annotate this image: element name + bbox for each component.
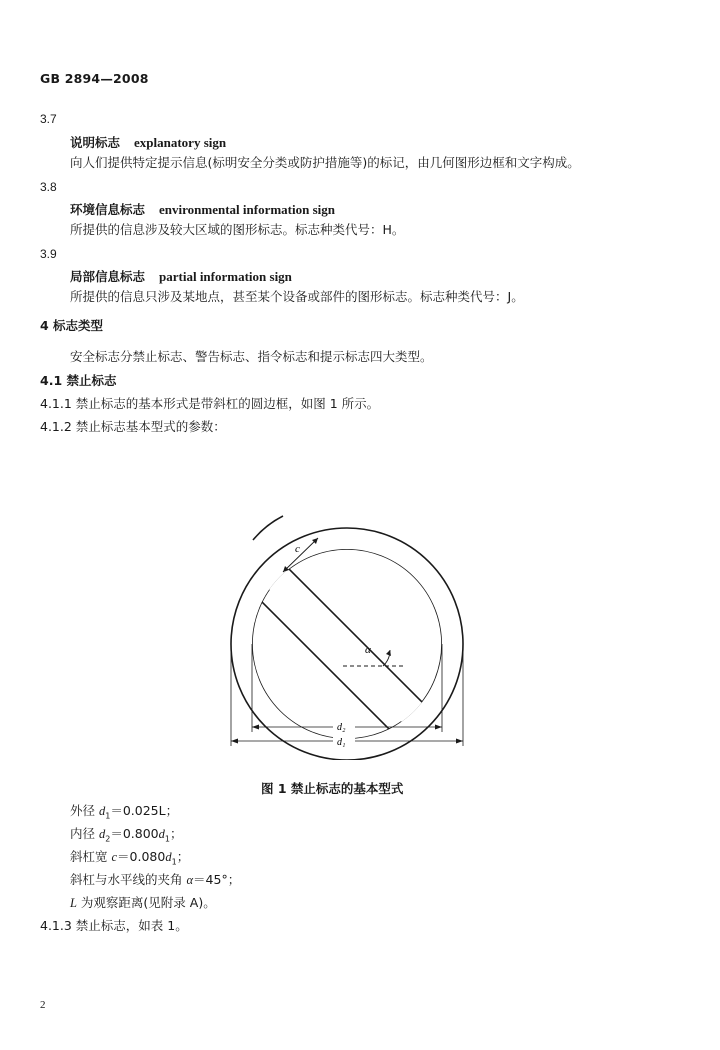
- section-4-1-3: 4.1.3 禁止标志，如表 1。: [40, 918, 188, 933]
- formula-text: ；: [176, 849, 190, 864]
- formula-text: 外径: [70, 803, 99, 818]
- formula-var: L: [70, 896, 77, 910]
- formula-text: ＝45°；: [193, 872, 241, 887]
- formula-slash-width: [70, 851, 189, 867]
- term-en: partial information sign: [159, 269, 292, 284]
- formula-var: d: [98, 804, 106, 818]
- formula-var: d: [158, 827, 165, 841]
- formula-text: ；: [169, 826, 183, 841]
- page-number: 2: [40, 999, 46, 1011]
- formula-text: 为观察距离(见附录 A)。: [76, 895, 216, 910]
- chapter-4-intro: 安全标志分禁止标志、警告标志、指令标志和提示标志四大类型。: [70, 349, 433, 364]
- formula-var: d: [98, 827, 106, 841]
- definition-3-7: 向人们提供特定提示信息(标明安全分类或防护措施等)的标记，由几何图形边框和文字构成。: [70, 155, 580, 170]
- figure-prohibition-sign: [0, 460, 720, 760]
- slash-edge-upper: [150, 460, 560, 760]
- formula-sub: 1: [171, 857, 177, 867]
- label-c: c: [295, 543, 300, 555]
- label-d2: d₂: [337, 722, 346, 733]
- formula-text: 斜杠与水平线的夹角: [70, 872, 187, 887]
- term-3-7: [70, 136, 226, 150]
- term-en: explanatory sign: [134, 135, 227, 150]
- formula-text: ＝0.025L；: [110, 803, 179, 818]
- formula-text: 内径: [70, 826, 99, 841]
- definition-3-8: 所提供的信息涉及较大区域的图形标志。标志种类代号：H。: [70, 222, 405, 237]
- section-4-1-heading: 4.1 禁止标志: [40, 373, 117, 388]
- formula-sub: 2: [105, 834, 111, 844]
- formula-var: d: [165, 850, 172, 864]
- term-en: environmental information sign: [159, 202, 336, 217]
- section-4-1-2: 4.1.2 禁止标志基本型式的参数：: [40, 419, 226, 434]
- formula-text: ＝0.800: [110, 826, 159, 841]
- formula-text: ＝0.080: [117, 849, 166, 864]
- formula-viewing-distance: [70, 897, 216, 910]
- term-cn: 环境信息标志: [70, 202, 146, 217]
- term-cn: 局部信息标志: [70, 269, 146, 284]
- formula-sub: 1: [164, 834, 170, 844]
- formula-slash-angle: [70, 874, 240, 887]
- d2-arrow-left: [252, 725, 259, 730]
- formula-text: 斜杠宽: [70, 849, 112, 864]
- section-number-3-8: 3.8: [40, 180, 57, 194]
- term-3-9: [70, 270, 292, 284]
- figure-caption: 图 1 禁止标志的基本型式: [261, 781, 404, 796]
- section-number-3-7: 3.7: [40, 112, 57, 126]
- section-4-1-1: 4.1.1 禁止标志的基本形式是带斜杠的圆边框，如图 1 所示。: [40, 396, 380, 411]
- chapter-4-heading: 4 标志类型: [40, 318, 104, 333]
- d2-arrow-right: [435, 725, 442, 730]
- formula-var: c: [111, 850, 118, 864]
- section-number-3-9: 3.9: [40, 247, 57, 261]
- term-3-8: [70, 203, 335, 217]
- inner-arc: [253, 516, 283, 540]
- formula-inner-diameter: [70, 828, 182, 844]
- document-header: GB 2894—2008: [40, 71, 149, 86]
- formula-sub: 1: [105, 811, 111, 821]
- formula-var: α: [186, 873, 194, 887]
- d1-arrow-left: [231, 739, 238, 744]
- definition-3-9: 所提供的信息只涉及某地点，甚至某个设备或部件的图形标志。标志种类代号：J。: [70, 289, 524, 304]
- d1-arrow-right: [456, 739, 463, 744]
- formula-outer-diameter: [70, 805, 178, 821]
- label-alpha: α: [365, 644, 371, 656]
- slash-band: [140, 460, 560, 760]
- term-cn: 说明标志: [70, 135, 121, 150]
- label-d1: d₁: [337, 737, 346, 748]
